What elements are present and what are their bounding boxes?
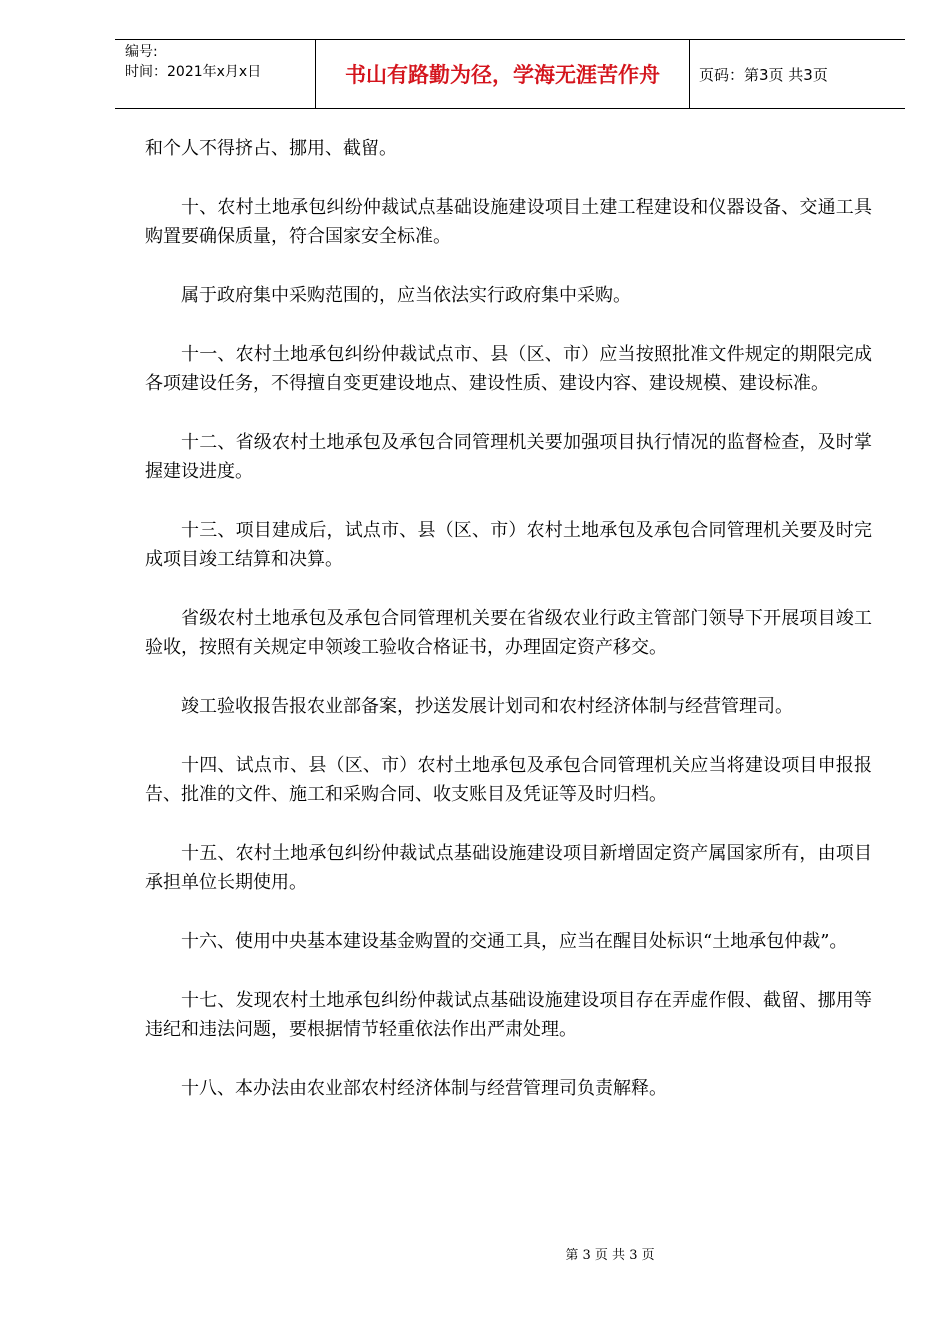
paragraph: 十七、发现农村土地承包纠纷仲裁试点基础设施建设项目存在弄虚作假、截留、挪用等违纪和违法问题，要根据情节轻重依法作出严肃处理。 <box>145 990 872 1040</box>
paragraph: 十五、农村土地承包纠纷仲裁试点基础设施建设项目新增固定资产属国家所有，由项目承担单位长期使用。 <box>145 843 872 893</box>
paragraph: 属于政府集中采购范围的，应当依法实行政府集中采购。 <box>181 285 631 306</box>
page-header <box>115 39 905 109</box>
paragraph: 十一、农村土地承包纠纷仲裁试点市、县（区、市）应当按照批准文件规定的期限完成各项建设任务，不得擅自变更建设地点、建设性质、建设内容、建设规模、建设标准。 <box>145 344 872 394</box>
header-motto: 书山有路勤为径，学海无涯苦作舟 <box>316 40 690 108</box>
paragraph: 十八、本办法由农业部农村经济体制与经营管理司负责解释。 <box>181 1078 667 1099</box>
header-page-number: 页码：第3页 共3页 <box>699 65 828 84</box>
paragraph: 十、农村土地承包纠纷仲裁试点基础设施建设项目土建工程建设和仪器设备、交通工具购置要确保质量，符合国家安全标准。 <box>145 197 872 247</box>
page-footer <box>0 1244 950 1263</box>
footer-page-number: 第 3 页 共 3 页 <box>565 1248 655 1263</box>
paragraph: 十三、项目建成后，试点市、县（区、市）农村土地承包及承包合同管理机关要及时完成项目竣工结算和决算。 <box>145 520 872 570</box>
paragraph: 十六、使用中央基本建设基金购置的交通工具，应当在醒目处标识“土地承包仲裁”。 <box>181 931 848 952</box>
header-info-cell <box>115 40 316 108</box>
document-body <box>145 134 872 1133</box>
paragraph: 十四、试点市、县（区、市）农村土地承包及承包合同管理机关应当将建设项目申报报告、批准的文件、施工和采购合同、收支账目及凭证等及时归档。 <box>145 755 872 805</box>
paragraph: 和个人不得挤占、挪用、截留。 <box>145 138 397 159</box>
document-time-label: 时间：2021年x月x日 <box>125 64 262 80</box>
paragraph: 十二、省级农村土地承包及承包合同管理机关要加强项目执行情况的监督检查，及时掌握建设进度。 <box>145 432 872 482</box>
document-number-label: 编号: <box>125 44 158 60</box>
paragraph: 省级农村土地承包及承包合同管理机关要在省级农业行政主管部门领导下开展项目竣工验收，按照有关规定申领竣工验收合格证书，办理固定资产移交。 <box>145 608 872 658</box>
paragraph: 竣工验收报告报农业部备案，抄送发展计划司和农村经济体制与经营管理司。 <box>181 696 793 717</box>
